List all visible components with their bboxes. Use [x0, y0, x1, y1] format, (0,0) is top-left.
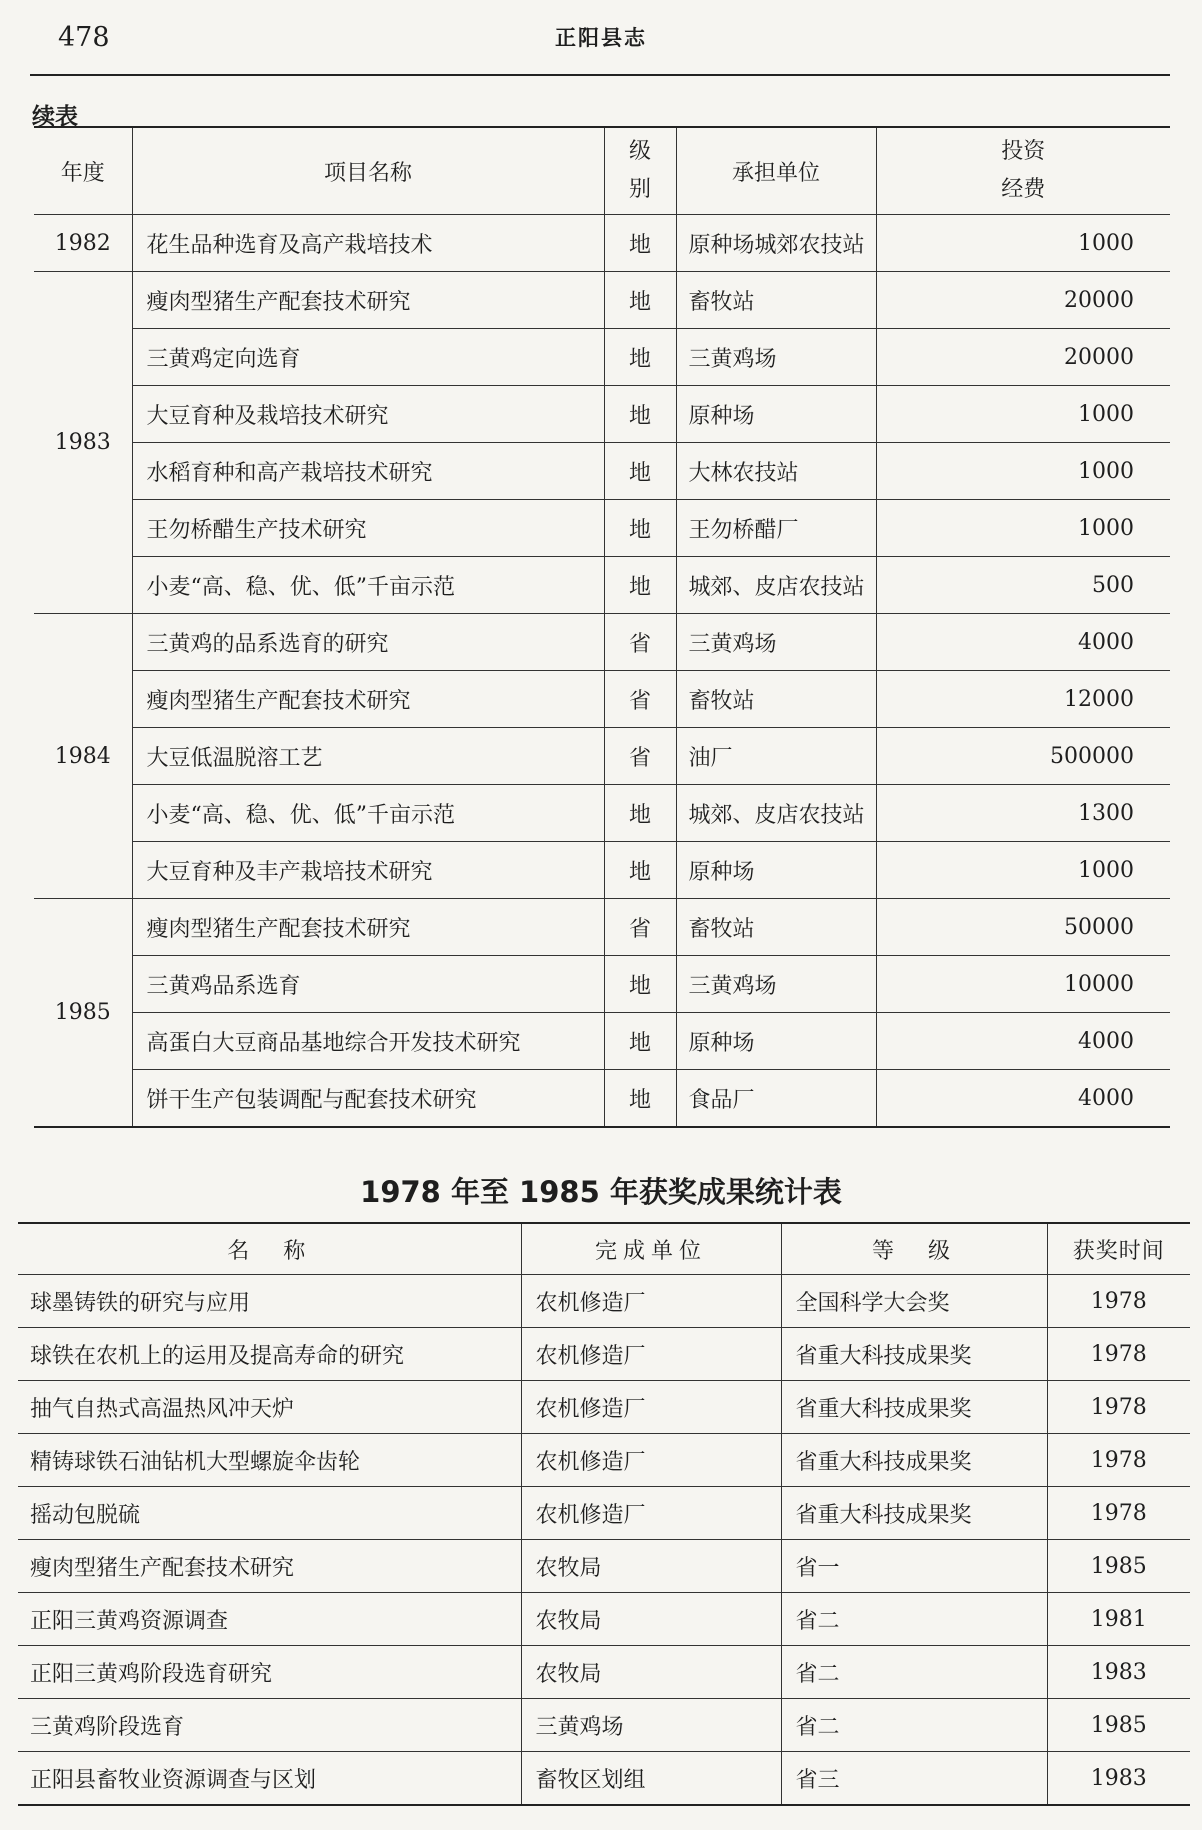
project-name-cell: 大豆育种及栽培技术研究 [132, 386, 604, 443]
level-cell: 地 [604, 500, 676, 557]
year-cell: 1984 [34, 614, 132, 899]
completing-unit-cell: 农机修造厂 [521, 1328, 781, 1381]
continued-label: 续表 [32, 104, 78, 130]
table-row [34, 614, 1170, 671]
completing-unit-cell: 农牧局 [521, 1540, 781, 1593]
level-cell: 地 [604, 1070, 676, 1128]
unit-cell: 大林农技站 [676, 443, 876, 500]
completing-unit-cell: 三黄鸡场 [521, 1699, 781, 1752]
projects-header-row [34, 127, 1170, 215]
table-row [18, 1646, 1190, 1699]
page-number: 478 [58, 22, 110, 53]
col-header-funding [876, 127, 1170, 215]
unit-cell: 三黄鸡场 [676, 329, 876, 386]
project-name-cell: 水稻育种和高产栽培技术研究 [132, 443, 604, 500]
table-row [18, 1275, 1190, 1328]
col-header-unit: 承担单位 [676, 127, 876, 215]
unit-cell: 原种场城郊农技站 [676, 215, 876, 272]
grade-cell: 省三 [781, 1752, 1047, 1806]
unit-cell: 畜牧站 [676, 671, 876, 728]
level-cell: 省 [604, 671, 676, 728]
unit-cell: 原种场 [676, 1013, 876, 1070]
table-row [34, 329, 1170, 386]
funding-cell: 12000 [876, 671, 1170, 728]
grade-cell: 省重大科技成果奖 [781, 1434, 1047, 1487]
col-header-level-1: 级 [628, 139, 651, 164]
project-name-cell: 小麦“高、稳、优、低”千亩示范 [132, 785, 604, 842]
header-rule [30, 74, 1170, 76]
running-head: 正阳县志 [555, 26, 647, 50]
funding-cell: 20000 [876, 329, 1170, 386]
funding-cell: 4000 [876, 614, 1170, 671]
year-cell: 1983 [34, 272, 132, 614]
project-name-cell: 大豆低温脱溶工艺 [132, 728, 604, 785]
award-year-cell: 1978 [1047, 1275, 1190, 1328]
unit-cell: 油厂 [676, 728, 876, 785]
table-row [18, 1434, 1190, 1487]
completing-unit-cell: 畜牧区划组 [521, 1752, 781, 1806]
table-row [34, 1013, 1170, 1070]
award-year-cell: 1983 [1047, 1646, 1190, 1699]
completing-unit-cell: 农机修造厂 [521, 1487, 781, 1540]
table-row [34, 500, 1170, 557]
grade-cell: 省重大科技成果奖 [781, 1381, 1047, 1434]
unit-cell: 三黄鸡场 [676, 614, 876, 671]
funding-cell: 500000 [876, 728, 1170, 785]
funding-cell: 1000 [876, 386, 1170, 443]
unit-cell: 食品厂 [676, 1070, 876, 1128]
grade-cell: 省一 [781, 1540, 1047, 1593]
table-row [34, 557, 1170, 614]
table-row [34, 386, 1170, 443]
award-name-cell: 正阳三黄鸡阶段选育研究 [18, 1646, 521, 1699]
funding-cell: 1000 [876, 842, 1170, 899]
table-row [34, 899, 1170, 956]
table-row [18, 1593, 1190, 1646]
funding-cell: 1300 [876, 785, 1170, 842]
table-row [34, 956, 1170, 1013]
col-header-level [604, 127, 676, 215]
table-row [34, 215, 1170, 272]
unit-cell: 原种场 [676, 386, 876, 443]
award-year-cell: 1978 [1047, 1434, 1190, 1487]
completing-unit-cell: 农机修造厂 [521, 1381, 781, 1434]
col-header-project-name: 项目名称 [132, 127, 604, 215]
award-name-cell: 精铸球铁石油钻机大型螺旋伞齿轮 [18, 1434, 521, 1487]
table-row [18, 1540, 1190, 1593]
table-row [34, 842, 1170, 899]
funding-cell: 10000 [876, 956, 1170, 1013]
award-name-cell: 正阳三黄鸡资源调查 [18, 1593, 521, 1646]
level-cell: 地 [604, 1013, 676, 1070]
project-name-cell: 三黄鸡品系选育 [132, 956, 604, 1013]
unit-cell: 三黄鸡场 [676, 956, 876, 1013]
awards-header-row [18, 1223, 1190, 1275]
award-year-cell: 1978 [1047, 1487, 1190, 1540]
col-header-completing-unit: 完成单位 [521, 1223, 781, 1275]
col-header-funding-1: 投资 [1001, 139, 1046, 164]
award-year-cell: 1978 [1047, 1328, 1190, 1381]
table-row [18, 1328, 1190, 1381]
grade-cell: 全国科学大会奖 [781, 1275, 1047, 1328]
awards-table [18, 1222, 1190, 1806]
unit-cell: 城郊、皮店农技站 [676, 557, 876, 614]
level-cell: 省 [604, 899, 676, 956]
level-cell: 地 [604, 842, 676, 899]
project-name-cell: 王勿桥醋生产技术研究 [132, 500, 604, 557]
award-name-cell: 摇动包脱硫 [18, 1487, 521, 1540]
funding-cell: 1000 [876, 500, 1170, 557]
funding-cell: 500 [876, 557, 1170, 614]
grade-cell: 省重大科技成果奖 [781, 1328, 1047, 1381]
table-row [34, 272, 1170, 329]
year-cell: 1985 [34, 899, 132, 1128]
table-row [34, 443, 1170, 500]
level-cell: 地 [604, 386, 676, 443]
grade-cell: 省重大科技成果奖 [781, 1487, 1047, 1540]
level-cell: 地 [604, 329, 676, 386]
unit-cell: 畜牧站 [676, 899, 876, 956]
completing-unit-cell: 农机修造厂 [521, 1434, 781, 1487]
award-name-cell: 三黄鸡阶段选育 [18, 1699, 521, 1752]
unit-cell: 王勿桥醋厂 [676, 500, 876, 557]
project-name-cell: 瘦肉型猪生产配套技术研究 [132, 899, 604, 956]
award-name-cell: 球铁在农机上的运用及提高寿命的研究 [18, 1328, 521, 1381]
projects-table [34, 126, 1170, 1128]
table-row [18, 1752, 1190, 1806]
project-name-cell: 高蛋白大豆商品基地综合开发技术研究 [132, 1013, 604, 1070]
award-year-cell: 1981 [1047, 1593, 1190, 1646]
table-row [34, 671, 1170, 728]
level-cell: 地 [604, 956, 676, 1013]
project-name-cell: 瘦肉型猪生产配套技术研究 [132, 272, 604, 329]
level-cell: 地 [604, 272, 676, 329]
grade-cell: 省二 [781, 1699, 1047, 1752]
funding-cell: 1000 [876, 215, 1170, 272]
award-name-cell: 瘦肉型猪生产配套技术研究 [18, 1540, 521, 1593]
award-name-cell: 正阳县畜牧业资源调查与区划 [30, 1767, 317, 1793]
awards-table-title: 1978 年至 1985 年获奖成果统计表 [360, 1175, 842, 1209]
col-header-funding-2: 经费 [1001, 177, 1046, 202]
funding-cell: 4000 [876, 1070, 1170, 1128]
award-year-cell: 1985 [1047, 1699, 1190, 1752]
col-header-year: 年度 [34, 127, 132, 215]
unit-cell: 原种场 [676, 842, 876, 899]
col-header-award-name: 名 称 [18, 1223, 521, 1275]
project-name-cell: 三黄鸡定向选育 [132, 329, 604, 386]
funding-cell: 50000 [876, 899, 1170, 956]
project-name-cell: 三黄鸡的品系选育的研究 [132, 614, 604, 671]
award-year-cell: 1978 [1047, 1381, 1190, 1434]
unit-cell: 畜牧站 [676, 272, 876, 329]
level-cell: 省 [604, 614, 676, 671]
project-name-cell: 小麦“高、稳、优、低”千亩示范 [132, 557, 604, 614]
project-name-cell: 大豆育种及丰产栽培技术研究 [132, 842, 604, 899]
level-cell: 地 [604, 215, 676, 272]
unit-cell: 城郊、皮店农技站 [676, 785, 876, 842]
grade-cell: 省二 [781, 1646, 1047, 1699]
project-name-cell: 花生品种选育及高产栽培技术 [132, 215, 604, 272]
award-name-cell: 抽气自热式高温热风冲天炉 [18, 1381, 521, 1434]
year-cell: 1982 [34, 215, 132, 272]
project-name-cell: 瘦肉型猪生产配套技术研究 [132, 671, 604, 728]
funding-cell: 20000 [876, 272, 1170, 329]
col-header-level-2: 别 [628, 177, 651, 202]
completing-unit-cell: 农牧局 [521, 1646, 781, 1699]
funding-cell: 4000 [876, 1013, 1170, 1070]
table-row [18, 1487, 1190, 1540]
table-row [34, 1070, 1170, 1128]
completing-unit-cell: 农牧局 [521, 1593, 781, 1646]
level-cell: 地 [604, 785, 676, 842]
level-cell: 地 [604, 443, 676, 500]
col-header-award-year: 获奖时间 [1047, 1223, 1190, 1275]
grade-cell: 省二 [781, 1593, 1047, 1646]
col-header-grade: 等 级 [781, 1223, 1047, 1275]
funding-cell: 1000 [876, 443, 1170, 500]
award-year-cell: 1983 [1047, 1752, 1190, 1806]
table-row [34, 728, 1170, 785]
award-year-cell: 1985 [1047, 1540, 1190, 1593]
table-row [34, 785, 1170, 842]
level-cell: 省 [604, 728, 676, 785]
award-name-cell: 球墨铸铁的研究与应用 [18, 1275, 521, 1328]
table-row [18, 1381, 1190, 1434]
level-cell: 地 [604, 557, 676, 614]
project-name-cell: 饼干生产包装调配与配套技术研究 [146, 1087, 477, 1113]
table-row [18, 1699, 1190, 1752]
completing-unit-cell: 农机修造厂 [521, 1275, 781, 1328]
